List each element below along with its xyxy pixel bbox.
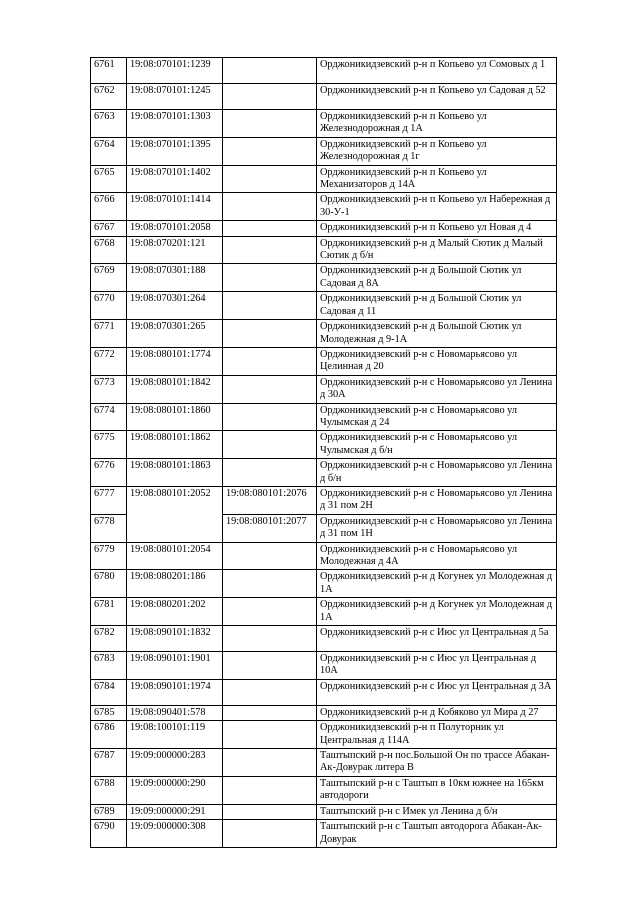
- cadastral-number: 19:08:070301:264: [127, 292, 223, 320]
- table-row: [91, 804, 557, 819]
- row-number: 6773: [91, 375, 127, 403]
- sub-cadastral-number: [223, 705, 317, 720]
- sub-cadastral-number: [223, 598, 317, 626]
- sub-cadastral-number: [223, 679, 317, 705]
- row-number: 6781: [91, 598, 127, 626]
- cadastral-number: 19:08:090101:1901: [127, 652, 223, 680]
- table-row: [91, 84, 557, 110]
- address: Орджоникидзевский р-н д Малый Сютик д Малый Сютик д б/н: [317, 236, 557, 264]
- registry-table: [90, 57, 557, 848]
- address: Орджоникидзевский р-н п Копьево ул Сомовых д 1: [317, 58, 557, 84]
- cadastral-number: 19:08:070301:265: [127, 320, 223, 348]
- address: Орджоникидзевский р-н с Новомарьясово ул Ленина д 31 пом 2Н: [317, 486, 557, 514]
- cadastral-number: 19:08:080101:1862: [127, 431, 223, 459]
- row-number: 6784: [91, 679, 127, 705]
- sub-cadastral-number: [223, 193, 317, 221]
- table-row: [91, 721, 557, 749]
- sub-cadastral-number: 19:08:080101:2077: [223, 514, 317, 542]
- sub-cadastral-number: [223, 459, 317, 487]
- row-number: 6769: [91, 264, 127, 292]
- table-row: [91, 459, 557, 487]
- sub-cadastral-number: [223, 292, 317, 320]
- table-row: [91, 570, 557, 598]
- row-number: 6782: [91, 626, 127, 652]
- table-row: [91, 626, 557, 652]
- cadastral-number: 19:08:080101:2052: [127, 486, 223, 542]
- table-row: [91, 221, 557, 236]
- address: Орджоникидзевский р-н с Новомарьясово ул Целинная д 20: [317, 347, 557, 375]
- table-row: [91, 598, 557, 626]
- sub-cadastral-number: [223, 58, 317, 84]
- address: Орджоникидзевский р-н п Копьево ул Железнодорожная д 1г: [317, 137, 557, 165]
- row-number: 6790: [91, 820, 127, 848]
- sub-cadastral-number: [223, 431, 317, 459]
- cadastral-number: 19:08:070101:1245: [127, 84, 223, 110]
- address: Орджоникидзевский р-н д Большой Сютик ул Садовая д 8А: [317, 264, 557, 292]
- sub-cadastral-number: [223, 137, 317, 165]
- registry-body: [91, 58, 557, 848]
- cadastral-number: 19:08:080101:1860: [127, 403, 223, 431]
- sub-cadastral-number: [223, 347, 317, 375]
- sub-cadastral-number: [223, 375, 317, 403]
- address: Орджоникидзевский р-н с Новомарьясово ул Ленина д 30А: [317, 375, 557, 403]
- row-number: 6767: [91, 221, 127, 236]
- row-number: 6786: [91, 721, 127, 749]
- table-row: [91, 264, 557, 292]
- row-number: 6788: [91, 776, 127, 804]
- cadastral-number: 19:08:090101:1832: [127, 626, 223, 652]
- table-row: [91, 776, 557, 804]
- row-number: 6777: [91, 486, 127, 514]
- address: Орджоникидзевский р-н п Копьево ул Набережная д 30-У-1: [317, 193, 557, 221]
- address: Орджоникидзевский р-н д Большой Сютик ул Молодежная д 9-1А: [317, 320, 557, 348]
- table-row: [91, 193, 557, 221]
- table-row: [91, 137, 557, 165]
- address: Орджоникидзевский р-н д Большой Сютик ул Садовая д 11: [317, 292, 557, 320]
- sub-cadastral-number: [223, 820, 317, 848]
- address: Орджоникидзевский р-н п Полуторник ул Центральная д 114А: [317, 721, 557, 749]
- cadastral-number: 19:08:090401:578: [127, 705, 223, 720]
- cadastral-number: 19:09:000000:291: [127, 804, 223, 819]
- table-row: [91, 165, 557, 193]
- row-number: 6772: [91, 347, 127, 375]
- cadastral-number: 19:08:070101:1239: [127, 58, 223, 84]
- sub-cadastral-number: [223, 84, 317, 110]
- cadastral-number: 19:08:070201:121: [127, 236, 223, 264]
- cadastral-number: 19:08:100101:119: [127, 721, 223, 749]
- sub-cadastral-number: [223, 165, 317, 193]
- cadastral-number: 19:09:000000:283: [127, 749, 223, 777]
- sub-cadastral-number: [223, 652, 317, 680]
- sub-cadastral-number: [223, 264, 317, 292]
- table-row: [91, 292, 557, 320]
- row-number: 6763: [91, 110, 127, 138]
- table-row: [91, 403, 557, 431]
- row-number: 6765: [91, 165, 127, 193]
- address: Таштыпский р-н с Таштып в 10км южнее на 165км автодороги: [317, 776, 557, 804]
- address: Таштыпский р-н пос.Большой Он по трассе Абакан-Ак-Довурак литера В: [317, 749, 557, 777]
- row-number: 6779: [91, 542, 127, 570]
- table-row: [91, 542, 557, 570]
- cadastral-number: 19:08:070101:1414: [127, 193, 223, 221]
- cadastral-number: 19:08:080201:202: [127, 598, 223, 626]
- row-number: 6770: [91, 292, 127, 320]
- address: Орджоникидзевский р-н с Новомарьясово ул Ленина д б/н: [317, 459, 557, 487]
- row-number: 6783: [91, 652, 127, 680]
- address: Орджоникидзевский р-н п Копьево ул Механизаторов д 14А: [317, 165, 557, 193]
- row-number: 6780: [91, 570, 127, 598]
- table-row: [91, 820, 557, 848]
- table-row: [91, 236, 557, 264]
- sub-cadastral-number: [223, 221, 317, 236]
- cadastral-number: 19:08:070301:188: [127, 264, 223, 292]
- cadastral-number: 19:08:070101:1303: [127, 110, 223, 138]
- address: Орджоникидзевский р-н с Июс ул Центральная д 10А: [317, 652, 557, 680]
- cadastral-number: 19:08:080101:1774: [127, 347, 223, 375]
- cadastral-number: 19:09:000000:290: [127, 776, 223, 804]
- address: Орджоникидзевский р-н п Копьево ул Железнодорожная д 1А: [317, 110, 557, 138]
- cadastral-number: 19:09:000000:308: [127, 820, 223, 848]
- sub-cadastral-number: 19:08:080101:2076: [223, 486, 317, 514]
- table-row: [91, 58, 557, 84]
- sub-cadastral-number: [223, 804, 317, 819]
- address: Орджоникидзевский р-н д Когунек ул Молодежная д 1А: [317, 570, 557, 598]
- row-number: 6787: [91, 749, 127, 777]
- address: Орджоникидзевский р-н с Июс ул Центральная д 3А: [317, 679, 557, 705]
- table-row: [91, 652, 557, 680]
- cadastral-number: 19:08:070101:1395: [127, 137, 223, 165]
- sub-cadastral-number: [223, 542, 317, 570]
- cadastral-number: 19:08:080101:1842: [127, 375, 223, 403]
- address: Орджоникидзевский р-н п Копьево ул Садовая д 52: [317, 84, 557, 110]
- row-number: 6768: [91, 236, 127, 264]
- sub-cadastral-number: [223, 320, 317, 348]
- sub-cadastral-number: [223, 721, 317, 749]
- address: Таштыпский р-н с Имек ул Ленина д б/н: [317, 804, 557, 819]
- sub-cadastral-number: [223, 776, 317, 804]
- cadastral-number: 19:08:080101:1863: [127, 459, 223, 487]
- address: Орджоникидзевский р-н с Июс ул Центральная д 5а: [317, 626, 557, 652]
- cadastral-number: 19:08:080201:186: [127, 570, 223, 598]
- sub-cadastral-number: [223, 570, 317, 598]
- row-number: 6778: [91, 514, 127, 542]
- address: Орджоникидзевский р-н д Кобяково ул Мира д 27: [317, 705, 557, 720]
- address: Таштыпский р-н с Таштып автодорога Абакан-Ак-Довурак: [317, 820, 557, 848]
- table-row: [91, 110, 557, 138]
- table-row: [91, 486, 557, 514]
- address: Орджоникидзевский р-н с Новомарьясово ул Чулымская д б/н: [317, 431, 557, 459]
- cadastral-number: 19:08:090101:1974: [127, 679, 223, 705]
- cadastral-number: 19:08:070101:2058: [127, 221, 223, 236]
- row-number: 6762: [91, 84, 127, 110]
- table-row: [91, 320, 557, 348]
- sub-cadastral-number: [223, 403, 317, 431]
- sub-cadastral-number: [223, 110, 317, 138]
- address: Орджоникидзевский р-н п Копьево ул Новая д 4: [317, 221, 557, 236]
- address: Орджоникидзевский р-н д Когунек ул Молодежная д 1А: [317, 598, 557, 626]
- address: Орджоникидзевский р-н с Новомарьясово ул Чулымская д 24: [317, 403, 557, 431]
- table-row: [91, 705, 557, 720]
- table-row: [91, 375, 557, 403]
- row-number: 6789: [91, 804, 127, 819]
- row-number: 6785: [91, 705, 127, 720]
- row-number: 6775: [91, 431, 127, 459]
- table-row: [91, 749, 557, 777]
- table-row: [91, 431, 557, 459]
- row-number: 6761: [91, 58, 127, 84]
- row-number: 6776: [91, 459, 127, 487]
- address: Орджоникидзевский р-н с Новомарьясово ул Молодежная д 4А: [317, 542, 557, 570]
- sub-cadastral-number: [223, 749, 317, 777]
- table-row: [91, 679, 557, 705]
- cadastral-number: 19:08:080101:2054: [127, 542, 223, 570]
- table-row: [91, 347, 557, 375]
- sub-cadastral-number: [223, 236, 317, 264]
- sub-cadastral-number: [223, 626, 317, 652]
- row-number: 6766: [91, 193, 127, 221]
- row-number: 6774: [91, 403, 127, 431]
- address: Орджоникидзевский р-н с Новомарьясово ул Ленина д 31 пом 1Н: [317, 514, 557, 542]
- cadastral-number: 19:08:070101:1402: [127, 165, 223, 193]
- row-number: 6764: [91, 137, 127, 165]
- row-number: 6771: [91, 320, 127, 348]
